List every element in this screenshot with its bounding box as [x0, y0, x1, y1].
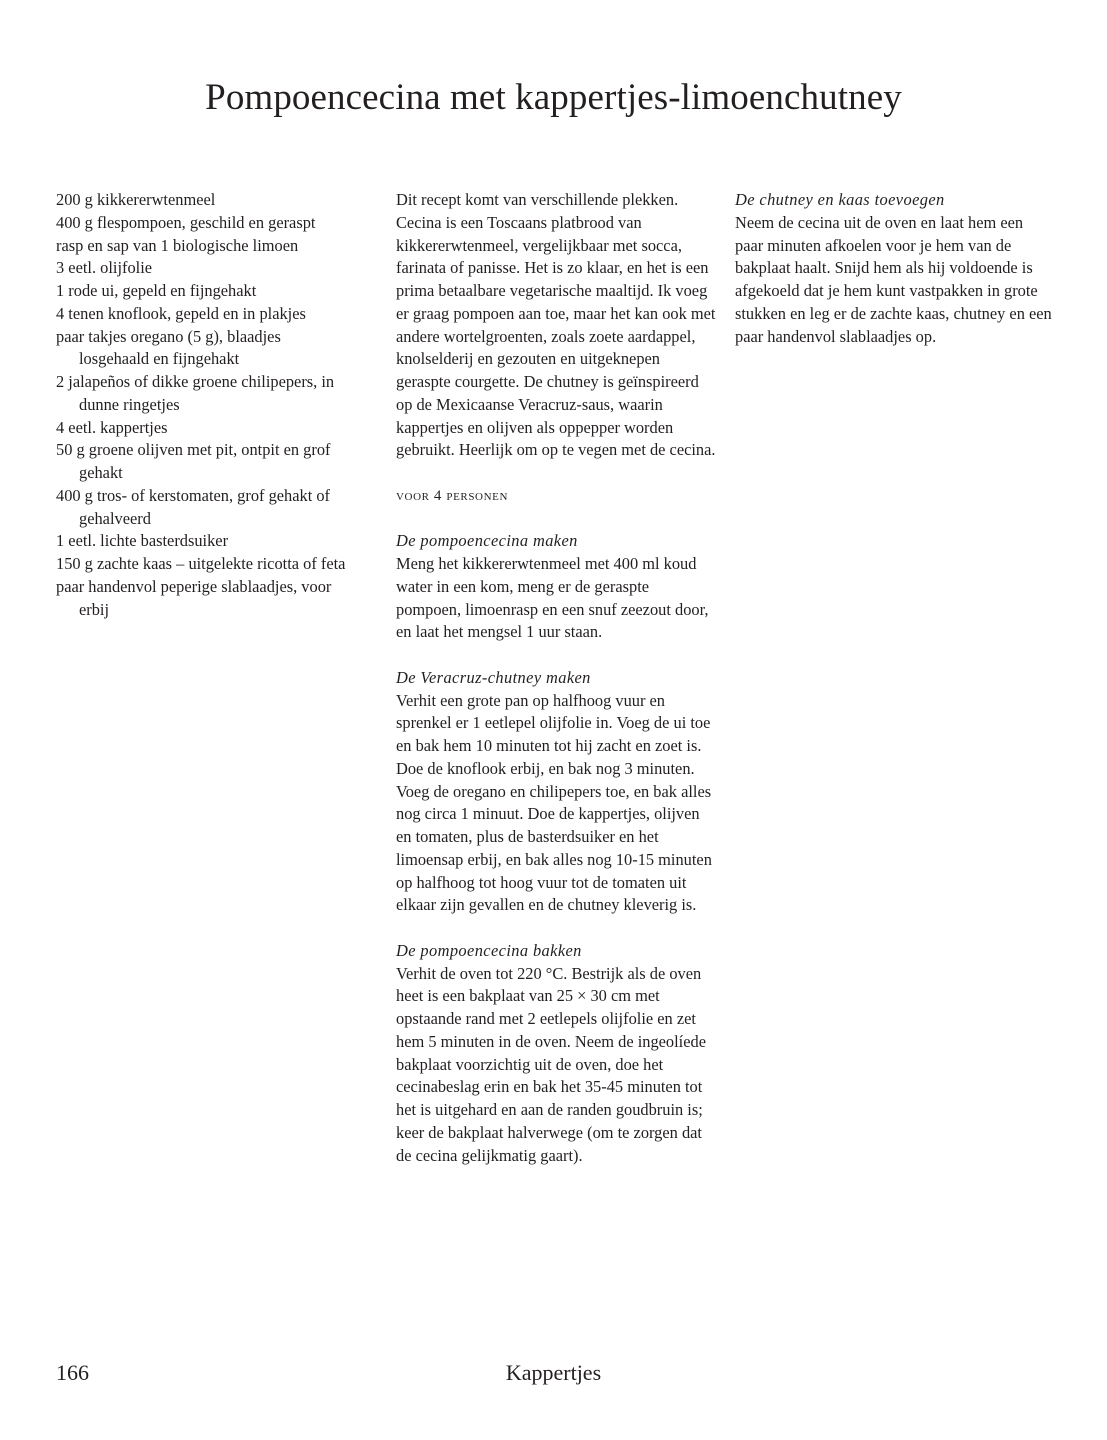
ingredient-item: 2 jalapeños of dikke groene chilipepers, in dunne ringetjes: [56, 372, 335, 414]
method-column-continued: [735, 189, 1055, 348]
step-heading: De Veracruz-chutney maken: [396, 667, 591, 687]
ingredient-item: paar handenvol peperige slablaadjes, voor erbij: [56, 576, 332, 619]
step-heading: De pompoencecina maken: [396, 531, 578, 551]
ingredient-item: 1 eetl. lichte basterdsuiker: [56, 531, 229, 551]
ingredient-item: rasp en sap van 1 biologische limoen: [56, 235, 299, 255]
ingredient-item: 400 g tros- of kerstomaten, grof gehakt of gehalveerd: [56, 485, 331, 528]
servings: voor 4 personen: [396, 487, 509, 504]
ingredient-item: paar takjes oregano (5 g), blaadjes losgehaald en fijngehakt: [56, 326, 281, 369]
step-section: [396, 940, 716, 1168]
step-text: Meng het kikkererwtenmeel met 400 ml koud water in een kom, meng er de geraspte pompoen, limoenrasp en een snuf zeezout door, en laat het mengsel 1 uur staan.: [396, 554, 709, 642]
ingredient-item: 200 g kikkererwtenmeel: [56, 190, 216, 209]
ingredient-item: 400 g flespompoen, geschild en geraspt: [56, 212, 316, 232]
ingredient-item: 150 g zachte kaas – uitgelekte ricotta of feta: [56, 554, 346, 573]
page-number: 166: [56, 1360, 89, 1385]
step-text: Neem de cecina uit de oven en laat hem een paar minuten afkoelen voor je hem van de bakplaat haalt. Snijd hem als hij voldoende is afgekoeld dat je hem kunt vastpakken in grote stukken en leg er de zachte kaas, chutney en een paar handenvol slablaadjes op.: [735, 212, 1052, 346]
method-column: [396, 189, 716, 1167]
step-section: [396, 530, 716, 644]
running-footer-title: Kappertjes: [505, 1360, 602, 1385]
step-section: [396, 667, 716, 917]
step-section: [735, 189, 1055, 348]
ingredient-item: 4 eetl. kappertjes: [56, 417, 168, 437]
ingredient-item: 4 tenen knoflook, gepeld en in plakjes: [56, 303, 306, 323]
intro-text: Dit recept komt van verschillende plekken. Cecina is een Toscaans platbrood van kikkererwtenmeel, vergelijkbaar met socca, farinata of panisse. Het is zo klaar, en het is een prima betaalbare vegetarische maaltijd. Ik voeg er graag pompoen aan toe, maar het kan ook met andere wortelgroenten, zoals zoete aardappel, knolselderij en gezouten en uitgeknepen geraspte courgette. De chutney is geïnspireerd op de Mexicaanse Veracruz-saus, waarin kappertjes en olijven als oppepper worden gebruikt. Heerlijk om op te vegen met de cecina.: [396, 190, 716, 460]
recipe-title: Pompoencecina met kappertjes-limoenchutney: [205, 77, 902, 118]
ingredient-item: 3 eetl. olijfolie: [56, 258, 153, 278]
ingredient-item: 50 g groene olijven met pit, ontpit en grof gehakt: [56, 440, 331, 482]
step-heading: De pompoencecina bakken: [396, 940, 582, 960]
step-text: Verhit een grote pan op halfhoog vuur en sprenkel er 1 eetlepel olijfolie in. Voeg de ui toe en bak hem 10 minuten tot hij zacht en zoet is. Doe de knoflook erbij, en bak nog 3 minuten. Voeg de oregano en chilipepers toe, en bak alles nog circa 1 minuut. Doe de kappertjes, olijven en tomaten, plus de basterdsuiker en het limoensap erbij, en bak alles nog 10-15 minuten op halfhoog tot hoog vuur tot de tomaten uit elkaar zijn gevallen en de chutney kleverig is.: [396, 690, 712, 915]
step-text: Verhit de oven tot 220 °C. Bestrijk als de oven heet is een bakplaat van 25 × 30 cm met opstaande rand met 2 eetlepels olijfolie en zet hem 5 minuten in de oven. Neem de ingeolíede bakplaat voorzichtig uit de oven, doe het cecinabeslag erin en bak het 35-45 minuten tot het is uitgehard en aan de randen goudbruin is; keer de bakplaat halverwege (om te zorgen dat de cecina gelijkmatig gaart).: [396, 963, 706, 1165]
step-heading: De chutney en kaas toevoegen: [735, 190, 945, 209]
ingredients-column: [56, 189, 346, 621]
ingredient-item: 1 rode ui, gepeld en fijngehakt: [56, 281, 257, 300]
